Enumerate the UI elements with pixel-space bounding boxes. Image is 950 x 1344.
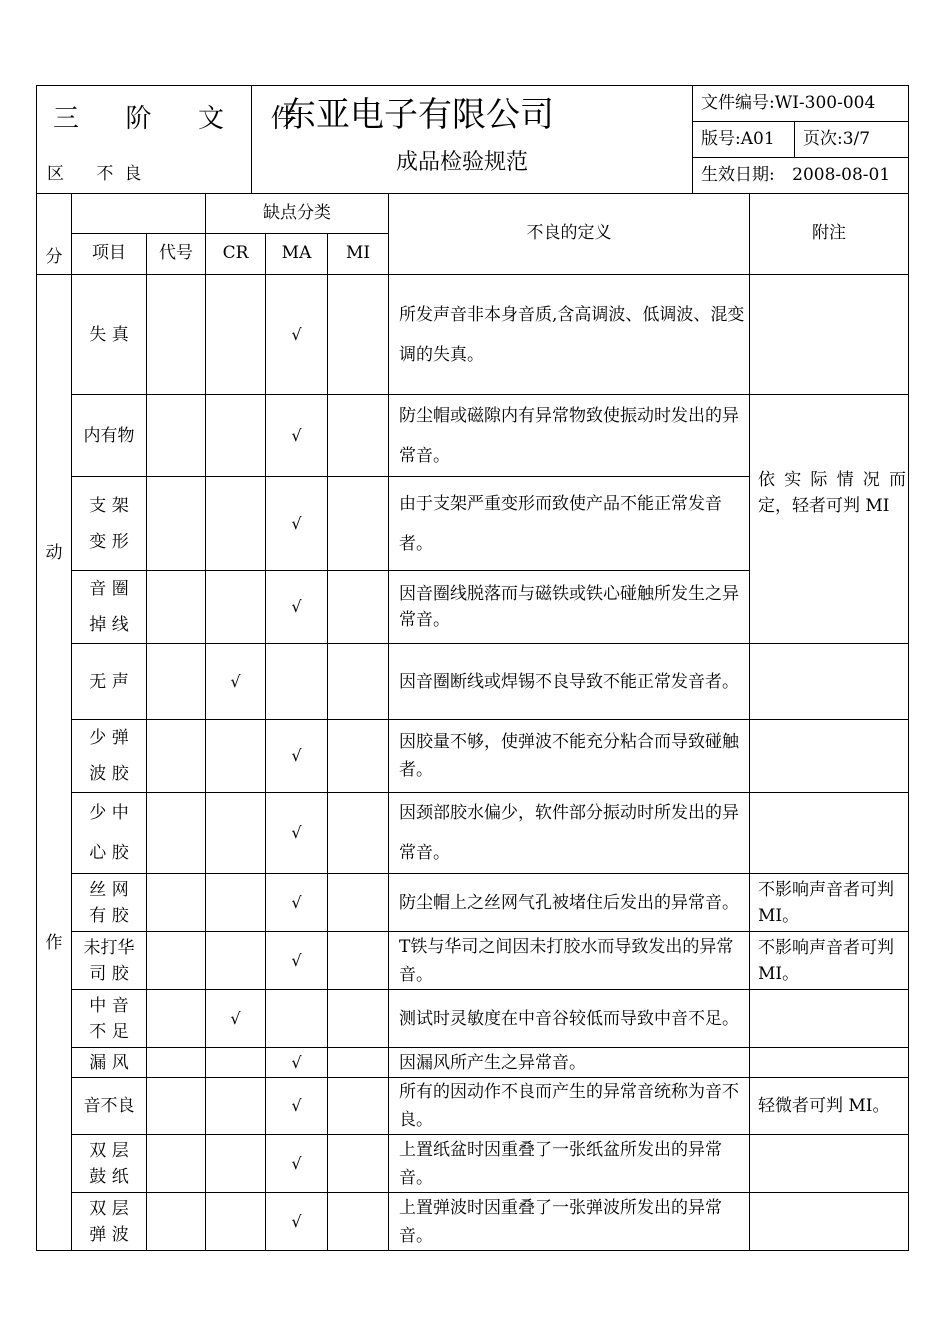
defect-definition: 所发声音非本身音质,含高调波、低调波、混变调的失真。 xyxy=(389,275,750,395)
check-mark: √ xyxy=(291,823,302,842)
table-row xyxy=(37,1193,909,1251)
defect-definition: T铁与华司之间因未打胶水而导致发出的异常音。 xyxy=(389,932,750,990)
section-label: 区 不 良 xyxy=(47,164,142,184)
col-category: 分 xyxy=(37,194,72,275)
check-mark: √ xyxy=(291,513,302,533)
remark xyxy=(750,720,909,793)
remark xyxy=(750,793,909,874)
inspection-document xyxy=(36,85,908,1251)
item-code xyxy=(147,1135,206,1193)
class-cr-cell xyxy=(206,990,266,1048)
table-row xyxy=(37,275,909,395)
remark xyxy=(750,275,909,395)
class-ma-cell xyxy=(266,1078,328,1135)
table-row xyxy=(37,932,909,990)
item-code xyxy=(147,793,206,874)
class-mi-cell xyxy=(328,874,389,932)
remark xyxy=(750,644,909,720)
item-name: 无 声 xyxy=(72,644,147,720)
check-mark: √ xyxy=(291,892,302,912)
effective-date-cell xyxy=(693,158,909,194)
item-code xyxy=(147,644,206,720)
defect-definition: 测试时灵敏度在中音谷较低而导致中音不足。 xyxy=(389,990,750,1048)
category-char-2: 作 xyxy=(45,933,63,953)
class-mi-cell xyxy=(328,477,389,571)
class-mi-cell xyxy=(328,1193,389,1251)
class-ma-cell xyxy=(266,720,328,793)
defect-definition: 防尘帽上之丝网气孔被堵住后发出的异常音。 xyxy=(389,874,750,932)
table-row xyxy=(37,1135,909,1193)
table-row xyxy=(37,720,909,793)
remark: 轻微者可判 MI。 xyxy=(750,1078,909,1135)
item-code xyxy=(147,720,206,793)
class-mi-cell xyxy=(328,990,389,1048)
table-row xyxy=(37,793,909,874)
check-mark: √ xyxy=(291,1211,302,1231)
check-mark: √ xyxy=(291,597,302,616)
remark xyxy=(750,1135,909,1193)
col-mi: MI xyxy=(328,234,389,275)
defect-definition: 所有的因动作不良而产生的异常音统称为音不良。 xyxy=(389,1078,750,1135)
item-name: 音不良 xyxy=(72,1078,147,1135)
class-cr-cell xyxy=(206,395,266,477)
check-mark: √ xyxy=(230,1008,241,1028)
doc-level-cell xyxy=(37,86,307,194)
item-name: 内有物 xyxy=(72,395,147,477)
title-cell xyxy=(252,86,693,194)
doc-level: 三 阶 文 件 xyxy=(53,104,307,134)
class-cr-cell xyxy=(206,644,266,720)
check-mark: √ xyxy=(291,1052,302,1072)
defect-table xyxy=(36,193,909,1251)
item-name: 双 层 鼓 纸 xyxy=(72,1135,147,1193)
item-code xyxy=(147,1193,206,1251)
check-mark: √ xyxy=(291,425,302,445)
class-cr-cell xyxy=(206,874,266,932)
col-item: 项目 xyxy=(72,234,147,275)
class-cr-cell xyxy=(206,1048,266,1078)
version: 版号:A01 xyxy=(693,122,795,158)
class-mi-cell xyxy=(328,1048,389,1078)
defect-definition: 由于支架严重变形而致使产品不能正常发音者。 xyxy=(389,477,750,571)
item-code xyxy=(147,874,206,932)
class-mi-cell xyxy=(328,395,389,477)
effective-label: 生效日期: xyxy=(701,164,775,185)
check-mark: √ xyxy=(291,1153,302,1173)
defect-definition: 因胶量不够，使弹波不能充分粘合而导致碰触者。 xyxy=(389,720,750,793)
defect-definition: 上置纸盆时因重叠了一张纸盆所发出的异常音。 xyxy=(389,1135,750,1193)
col-ma: MA xyxy=(266,234,328,275)
check-mark: √ xyxy=(291,950,302,970)
defect-rows xyxy=(37,275,909,1251)
category-group xyxy=(37,275,72,1251)
table-row xyxy=(37,395,909,477)
table-row xyxy=(37,874,909,932)
class-cr-cell xyxy=(206,275,266,395)
shared-remark: 依 实 际 情 况 而定，轻者可判 MI xyxy=(758,470,906,516)
col-cr: CR xyxy=(206,234,266,275)
remark xyxy=(750,990,909,1048)
check-mark: √ xyxy=(291,746,302,765)
remark xyxy=(750,1048,909,1078)
doc-title: 成品检验规范 xyxy=(396,150,529,175)
shared-remark-cell xyxy=(750,395,909,644)
class-mi-cell xyxy=(328,1078,389,1135)
item-code xyxy=(147,477,206,571)
class-ma-cell xyxy=(266,275,328,395)
item-code xyxy=(147,571,206,644)
class-cr-cell xyxy=(206,1193,266,1251)
class-ma-cell xyxy=(266,793,328,874)
class-ma-cell xyxy=(266,874,328,932)
check-mark: √ xyxy=(291,324,302,344)
remark: 不影响声音者可判 MI。 xyxy=(750,874,909,932)
defect-definition: 因音圈断线或焊锡不良导致不能正常发音者。 xyxy=(389,644,750,720)
class-cr-cell xyxy=(206,1135,266,1193)
remark: 不影响声音者可判 MI。 xyxy=(750,932,909,990)
table-row xyxy=(37,1078,909,1135)
table-row xyxy=(37,1048,909,1078)
table-row xyxy=(37,644,909,720)
class-mi-cell xyxy=(328,1135,389,1193)
item-name: 丝 网 有 胶 xyxy=(72,874,147,932)
table-row xyxy=(37,990,909,1048)
class-cr-cell xyxy=(206,1078,266,1135)
item-name: 音 圈 掉 线 xyxy=(72,571,147,644)
item-name: 失 真 xyxy=(72,275,147,395)
class-ma-cell xyxy=(266,395,328,477)
doc-number: 文件编号:WI-300-004 xyxy=(693,86,909,122)
item-code xyxy=(147,932,206,990)
class-mi-cell xyxy=(328,644,389,720)
item-name: 少 弹 波 胶 xyxy=(72,720,147,793)
col-code: 代号 xyxy=(147,234,206,275)
defect-definition: 因颈部胶水偏少，软件部分振动时所发出的异常音。 xyxy=(389,793,750,874)
remark xyxy=(750,1193,909,1251)
class-ma-cell xyxy=(266,571,328,644)
col-definition: 不良的定义 xyxy=(389,194,750,275)
defect-definition: 上置弹波时因重叠了一张弹波所发出的异常音。 xyxy=(389,1193,750,1251)
item-name: 未打华司 胶 xyxy=(72,932,147,990)
defect-definition: 因音圈线脱落而与磁铁或铁心碰触所发生之异常音。 xyxy=(389,571,750,644)
class-ma-cell xyxy=(266,1048,328,1078)
col-remark: 附注 xyxy=(750,194,909,275)
class-ma-cell xyxy=(266,477,328,571)
item-code xyxy=(147,1078,206,1135)
class-mi-cell xyxy=(328,275,389,395)
class-cr-cell xyxy=(206,477,266,571)
effective-date: 2008-08-01 xyxy=(792,164,891,185)
check-mark: √ xyxy=(230,671,241,691)
company-name: 东亚电子有限公司 xyxy=(282,95,554,135)
item-name: 漏 风 xyxy=(72,1048,147,1078)
defect-definition: 因漏风所产生之异常音。 xyxy=(389,1048,750,1078)
item-code xyxy=(147,275,206,395)
category-char-1: 动 xyxy=(45,543,63,563)
class-cr-cell xyxy=(206,932,266,990)
class-mi-cell xyxy=(328,571,389,644)
item-name: 支 架 变 形 xyxy=(72,477,147,571)
class-ma-cell xyxy=(266,1193,328,1251)
class-cr-cell xyxy=(206,793,266,874)
class-mi-cell xyxy=(328,932,389,990)
page-number: 页次:3/7 xyxy=(795,122,909,158)
header-blank xyxy=(72,194,206,234)
item-code xyxy=(147,395,206,477)
col-defect-class: 缺点分类 xyxy=(206,194,389,234)
item-name: 少 中 心 胶 xyxy=(72,793,147,874)
defect-definition: 防尘帽或磁隙内有异常物致使振动时发出的异常音。 xyxy=(389,395,750,477)
item-code xyxy=(147,1048,206,1078)
class-cr-cell xyxy=(206,571,266,644)
class-mi-cell xyxy=(328,793,389,874)
item-code xyxy=(147,990,206,1048)
check-mark: √ xyxy=(291,1096,302,1115)
class-ma-cell xyxy=(266,644,328,720)
class-ma-cell xyxy=(266,990,328,1048)
document-header xyxy=(36,85,909,194)
item-name: 中 音 不 足 xyxy=(72,990,147,1048)
item-name: 双 层 弹 波 xyxy=(72,1193,147,1251)
class-ma-cell xyxy=(266,932,328,990)
class-mi-cell xyxy=(328,720,389,793)
class-ma-cell xyxy=(266,1135,328,1193)
class-cr-cell xyxy=(206,720,266,793)
